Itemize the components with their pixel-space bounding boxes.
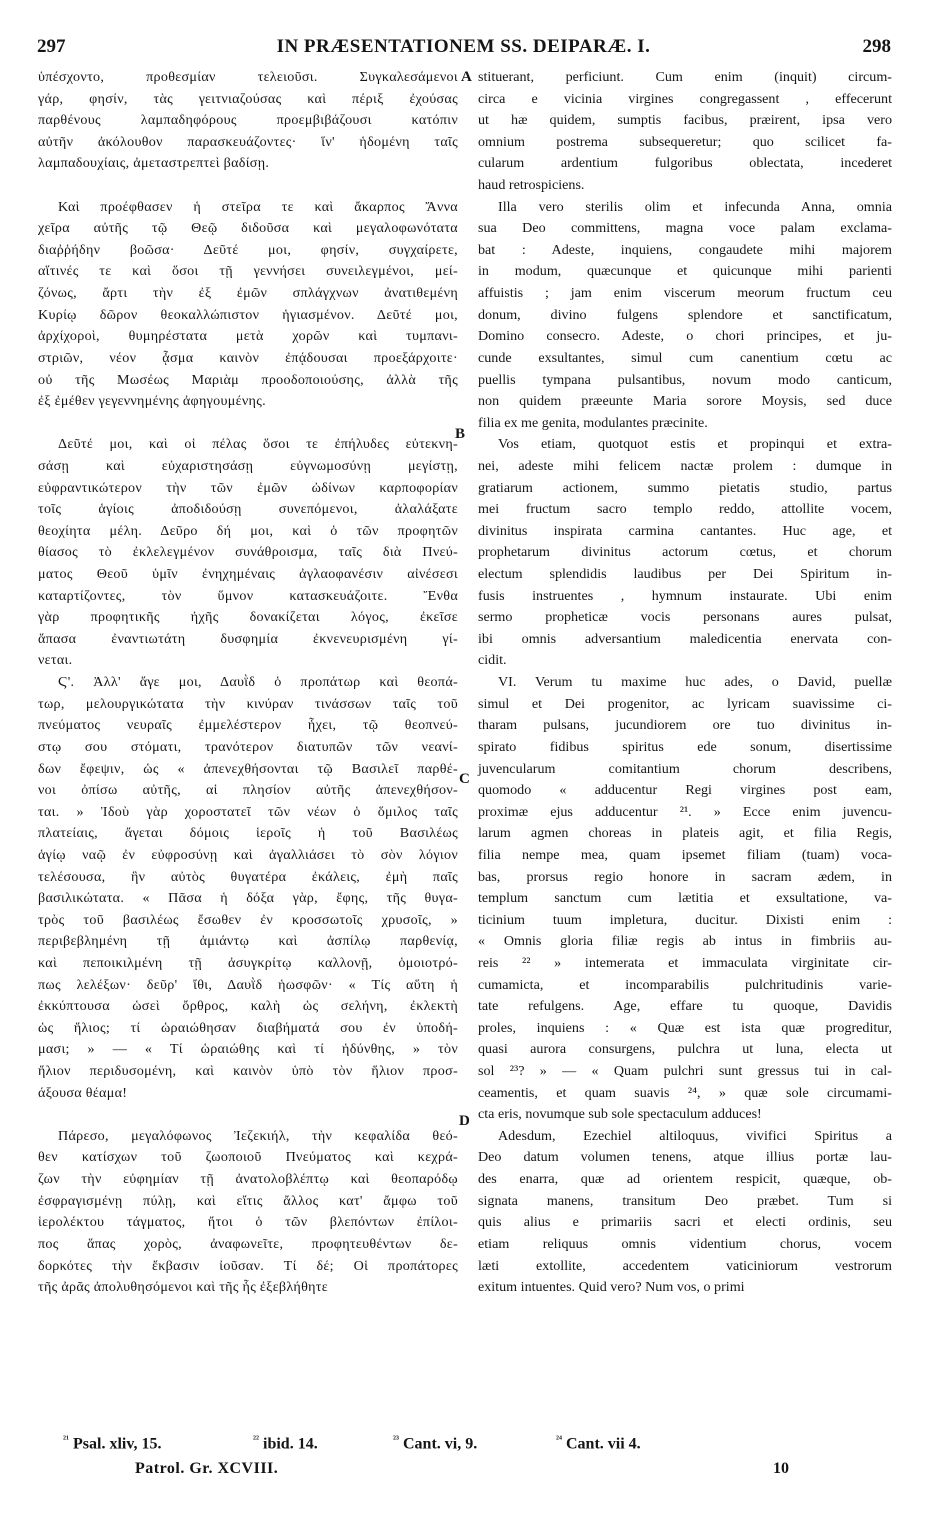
text-line: ἱερολέκτου τάγματος, ἤτοι ὁ τῶν βλεπόντων ἐπίλοι- <box>38 1214 458 1231</box>
text-line: ceamentis, et quam suavis ²⁴, » quæ sole circumami- <box>478 1084 892 1101</box>
text-line: quis alius e primariis sacri et electi ordinis, seu <box>478 1214 892 1231</box>
text-line: τωρ, μελουργικώτατα τὴν κινύραν τινάσσων ταῖς τοῦ <box>38 695 458 712</box>
text-line: reis ²² » intemerata et immaculata virginitate cir- <box>478 954 892 971</box>
text-line: εὐφραντικώτερον τὴν τῶν ἐμῶν ὠδίνων καρποφορίαν <box>38 479 458 496</box>
text-line: ἅπασα ἐναντιωτάτη δυσφημία ἐκνενευρισμένη γί- <box>38 630 458 647</box>
margin-letter-a: A <box>461 69 472 85</box>
text-line: ἐξ ἐμέθεν γεγεννημένης ἀφηγουμένης. <box>38 393 266 410</box>
text-line: filia ex me genita, modulantes præcinite. <box>478 414 708 431</box>
text-line: cumamicta, et incomparabilis pulchritudinis varie- <box>478 976 892 993</box>
text-line: bas, prorsus regio honore in sacram ædem, in <box>478 868 892 885</box>
text-line: signata manens, transitum Deo præbet. Tum si <box>478 1192 892 1209</box>
text-line: Πάρεσο, μεγαλόφωνος Ἰεζεκιήλ, τὴν κεφαλίδα θεό- <box>58 1127 458 1144</box>
margin-letter-d: D <box>459 1113 470 1129</box>
page-number-right: 298 <box>862 36 891 57</box>
text-line: spirato fidibus spiritus ede sonum, disertissime <box>478 738 892 755</box>
text-line: πος ἅπας χορὸς, ἀναφωνεῖτε, προφητευθέντων δε- <box>38 1235 458 1252</box>
text-line: quasi aurora consurgens, pulchra ut luna, electa ut <box>478 1041 892 1058</box>
text-line: καταρτίζοντες, τὸν ὕμνον κατασκευάζοιτε. Ἔνθα <box>38 587 458 604</box>
text-line: ἐκκύπτουσα ὡσεὶ ὄρθρος, καλὴ ὡς σελήνη, ἐκλεκτὴ <box>38 998 458 1015</box>
paragraph-gap <box>38 413 458 435</box>
text-line: μασι; » — « Τί ὡραιώθης καὶ τί ἡδύνθης, » τὸν <box>38 1041 458 1058</box>
text-line: βασιλικώτατα. « Πᾶσα ἡ δόξα γὰρ, ἔφης, τῆς θυγα- <box>38 890 458 907</box>
text-line: ἁγίῳ ναῷ ἐν εὐφροσύνῃ καὶ ἀγαλλιάσει τὸ σὸν λόγιον <box>38 846 458 863</box>
text-line: άξουσα θέαμα! <box>38 1084 128 1101</box>
text-line: ται. » Ἰδοὺ γὰρ χοροστατεῖ τῶν νέων ὁ ὅμιλος ταῖς <box>38 803 458 820</box>
text-line: θίασος τὸ ἐκλελεγμένον συνάθροισμα, ταῖς διὰ Πνεύ- <box>38 544 458 561</box>
text-line: læti extollite, accedentem vaticiniorum vestrorum <box>478 1257 892 1274</box>
text-line: ibi omnis adversantium maledicentia enervata con- <box>478 630 892 647</box>
text-line: χεῖρα αὐτῆς τῷ Θεῷ διδοῦσα καὶ μεγαλοφωνότατα <box>38 220 458 237</box>
text-line: πως λελέξων· δεῦρ' ἴθι, Δαυῒδ ἡωσφῶν· « Τίς αὕτη ἡ <box>38 976 458 993</box>
text-line: divinitus inspirata carmina cantantes. Huc age, et <box>478 522 892 539</box>
text-line: « Omnis gloria filiæ regis ab intus in fimbriis au- <box>478 933 892 950</box>
text-line: πνεύματος νευραῖς ἐμμελέστερον ἦχει, τῷ θεοπνεύ- <box>38 717 458 734</box>
text-line: ἀρχίχοροὶ, θυμηρέστατα μετὰ χορῶν καὶ τυμπανι- <box>38 328 458 345</box>
text-line: τελέσουσα, ἣν αὐτὸς θυγατέρα ἐκάλεις, ἐμὴ παῖς <box>38 868 458 885</box>
running-title: IN PRÆSENTATIONEM SS. DEIPARÆ. I. <box>276 36 651 57</box>
text-line: Illa vero sterilis olim et infecunda Anna, omnia <box>498 198 892 215</box>
text-line: des enarra, quæ ad orientem respicit, quæque, ob- <box>478 1171 892 1188</box>
text-line: larum agmen choreas in plateis agit, et filia Regis, <box>478 825 892 842</box>
text-line: mei fructum sacro templo reddo, attollite vocem, <box>478 501 892 518</box>
text-line: ζων τὴν εὐφημίαν τῇ ἀνατολοβλέπτῳ καὶ θεοπαρόδῳ <box>38 1171 458 1188</box>
text-line: τρὸς τοῦ βασιλέως ἔσωθεν ἐν κροσσωτοῖς χρυσοῖς, » <box>38 911 458 928</box>
footnote: $^{^{21}}$ Psal. xliv, 15. <box>63 1434 162 1453</box>
text-line: Vos etiam, quotquot estis et propinqui et extra- <box>498 436 892 453</box>
text-line: sermo propheticæ vocis personans aures pulsat, <box>478 609 892 626</box>
text-line: περιβεβλημένη τῇ ἀμιάντῳ καὶ ἀσπίλῳ παρθενίᾳ, <box>38 933 458 950</box>
paragraph-gap <box>38 1104 458 1126</box>
text-line: στῳ σου στόματι, τρανότερον διατυπῶν τῶν νεανί- <box>38 738 458 755</box>
text-line: proximæ ejus adducentur ²¹. » Ecce enim juvencu- <box>478 803 892 820</box>
greek-column <box>38 67 458 1299</box>
text-line: cidit. <box>478 652 507 669</box>
text-line: etiam reliquus omnis videntium chorus, vocem <box>478 1235 892 1252</box>
text-line: circa e vicinia virgines congregassent , effecerunt <box>478 90 892 107</box>
margin-letter-b: B <box>455 426 466 442</box>
text-line: τοῖς ἁγίοις ἀποδιδούσῃ συνεπόμενοι, ἀλαλάξατε <box>38 501 458 518</box>
text-line: οὐ τῆς Μωσέως Μαριὰμ προοδοποιούσης, ἀλλὰ τῆς <box>38 371 458 388</box>
text-line: στριῶν, νέον ᾆσμα καινὸν ἐπᾴδουσαι προεξάρχοιτε· <box>38 349 458 366</box>
text-line: νεται. <box>38 652 73 669</box>
text-line: nei, adeste mihi felicem nactæ prolem : dumque in <box>478 457 892 474</box>
text-line: cularum ardentium fulgoribus oblectata, incederet <box>478 155 892 172</box>
text-line: fusis instruentes , hymnum instaurate. Ubi enim <box>478 587 892 604</box>
footnote: $^{^{22}}$ ibid. 14. <box>253 1434 318 1453</box>
text-line: cunde exsultantes, simul cum canentium cœtu ac <box>478 349 892 366</box>
text-line: tate refulgens. Age, effare tu quoque, Davidis <box>478 998 892 1015</box>
text-line: sol ²³? » — « Quam pulchri sunt gressus tui in cal- <box>478 1063 892 1080</box>
text-line: cta eris, novumque sub sole spectaculum adduces! <box>478 1106 762 1123</box>
text-line: exitum intuentes. Quid vero? Num vos, o primi <box>478 1279 745 1296</box>
latin-column <box>478 67 892 1299</box>
text-line: donum, divino fulgens splendore et sanctificatum, <box>478 306 892 323</box>
text-line: Καὶ προέφθασεν ἡ στεῖρα τε καὶ ἄκαρπος Ἄννα <box>58 198 458 215</box>
text-line: prophetarum divinitus actorum cœtus, et chorum <box>478 544 892 561</box>
text-line: stituerant, perficiunt. Cum enim (inquit) circum- <box>478 69 892 85</box>
text-line: Adesdum, Ezechiel altiloquus, vivifici Spiritus a <box>498 1127 892 1144</box>
text-line: πλατείαις, ἄγεται δόμοις ἱεροῖς ἡ τοῦ Βασιλέως <box>38 825 458 842</box>
text-line: γάρ, φησίν, τὰς γειτνιαζούσας καὶ πέριξ ἐχούσας <box>38 90 458 107</box>
footnote: $^{^{24}}$ Cant. vii 4. <box>556 1434 641 1453</box>
text-line: tharam pulsans, jucundiorem ore tuo divinitus in- <box>478 717 892 734</box>
footnote: $^{^{23}}$ Cant. vi, 9. <box>393 1434 478 1453</box>
text-line: διαῤῥήδην βοῶσα· Δεῦτέ μοι, φησίν, συγχαίρετε, <box>38 241 458 258</box>
text-line: affuistis ; jam enim viscerum meorum fructum ceu <box>478 285 892 302</box>
text-line: θεν κατίσχων τοῦ ζωοποιοῦ Πνεύματος καὶ κεχρά- <box>38 1149 458 1166</box>
text-line: sua Deo committens, magna voce palam exclama- <box>478 220 892 237</box>
text-line: δων ἔφεψιν, ὡς « ἀπενεχθήσονται τῷ Βασιλεῖ παρθέ- <box>38 760 458 777</box>
text-line: Deo datum volumen tenens, atque illius portæ lau- <box>478 1149 892 1166</box>
text-line: ἐσφραγισμένῃ πύλῃ, καὶ εἴτις ἄλλος κατ' ἄμφω τοῦ <box>38 1192 458 1209</box>
text-line: Ϛ'. Ἀλλ' ἄγε μοι, Δαυῒδ ὁ προπάτωρ καὶ θεοπά- <box>58 674 458 691</box>
text-line: καὶ πεποικιλμένη τῇ ἀσυγκρίτῳ καλλονῇ, ὁμοιοτρό- <box>38 954 458 971</box>
text-line: templum sanctum cum lætitia et exsultatione, va- <box>478 890 892 907</box>
text-line: gratiarum actionem, summo pietatis studio, partus <box>478 479 892 496</box>
text-line: αὐτῆν ἀκόλουθον παρασκευάζοντες· ἵν' ἡδομένη ταῖς <box>38 133 458 150</box>
text-line: electum splendidis laudibus per Dei Spiritum in- <box>478 566 892 583</box>
text-line: puellis tympana pulsantibus, novum modo canticum, <box>478 371 892 388</box>
text-line: ὑπέσχοντο, προθεσμίαν τελειοῦσι. Συγκαλεσάμενοι <box>38 69 458 85</box>
text-line: ὡς ἥλιος; τί ὡραιώθησαν διαβήματά σου ἐν ὑποδή- <box>38 1019 458 1036</box>
text-line: Δεῦτέ μοι, καὶ οἱ πέλας ὅσοι τε ἐπήλυδες εὐτεκνη- <box>58 436 458 453</box>
sheet-number: 10 <box>773 1460 789 1477</box>
page-number-left: 297 <box>37 36 66 57</box>
margin-letter-c: C <box>459 771 470 787</box>
text-line: haud retrospiciens. <box>478 177 585 194</box>
volume-signature: Patrol. Gr. XCVIII. <box>135 1460 279 1477</box>
text-line: juvencularum comitantium chorum describens, <box>478 760 892 777</box>
text-line: αἵτινές τε καὶ ὅσοι τῇ γεννήσει συνειλεγμένοι, μεί- <box>38 263 458 280</box>
text-line: non quidem præeunte Maria sorore Moysis, sed duce <box>478 393 892 410</box>
text-line: ut hæ quidem, sumptis facibus, præirent, ipsa vero <box>478 112 892 129</box>
text-line: νοι ὀπίσω αὐτῆς, αἱ πλησίον αὐτῆς ἀπενεχθήσον- <box>38 782 458 799</box>
text-line: filia nempe mea, quam ipsemet filiam (tuam) voca- <box>478 846 892 863</box>
text-line: παρθένους λαμπαδηφόρους προεμβιβάζουσι κατόπιν <box>38 112 458 129</box>
text-line: simul et Dei progenitor, ac lyricam suavissime ci- <box>478 695 892 712</box>
running-header <box>0 36 927 66</box>
text-line: τῆς ἀρᾶς ἀπολυθησόμενοι καὶ τῆς ἧς ἐξεβλήθητε <box>38 1279 328 1296</box>
text-line: λαμπαδουχίαις, ἀμεταστρεπτεὶ βαδίσῃ. <box>38 155 270 172</box>
text-line: δορκότες τὴν ἔκβασιν ἰοῦσαν. Τί δέ; Οἱ προπάτορες <box>38 1257 458 1274</box>
text-line: ζόνως, ἄρτι τὴν ἐξ ἐμῶν σπλάγχνων ἀνατιθεμένη <box>38 285 458 302</box>
text-line: ματος Θεοῦ ὑμῖν ἐνηχημέναις ἀγλαοφανέσιν αἰνέσεσι <box>38 566 458 583</box>
paragraph-gap <box>38 175 458 197</box>
text-line: σάσῃ καὶ εὐχαριστησάσῃ εὐγνωμοσύνῃ μεγίστῃ, <box>38 457 458 474</box>
text-line: in modum, quæcunque et quicunque mihi parienti <box>478 263 892 280</box>
text-line: γὰρ προφητικῆς ἠχῆς δονακίζεται λόγος, ἐκεῖσε <box>38 609 458 626</box>
text-line: omnium postrema subsequeretur; quo scilicet fa- <box>478 133 892 150</box>
text-line: Domino consecro. Adeste, o chori principes, et ju- <box>478 328 892 345</box>
text-line: quomodo « adducentur Regi virgines post eam, <box>478 782 892 799</box>
text-line: θεοχίητα μέλη. Δεῦρο δή μοι, καὶ ὁ τῶν προφητῶν <box>38 522 458 539</box>
text-line: ἥλιον περιδυσομένη, καὶ καινὸν ὑπὸ τὸν ἥλιον προσ- <box>38 1063 458 1080</box>
text-line: ticinium tuum impletura, ducitur. Dixisti enim : <box>478 911 892 928</box>
text-line: VI. Verum tu maxime huc ades, o David, puellæ <box>498 674 892 691</box>
text-line: Κυρίῳ δῶρον θεοκαλλώπιστον ἡγιασμένον. Δεῦτέ μοι, <box>38 306 458 323</box>
text-line: proles, inquiens : « Quæ est ista quæ progreditur, <box>478 1019 892 1036</box>
text-line: bat : Adeste, inquiens, congaudete mihi majorem <box>478 241 892 258</box>
